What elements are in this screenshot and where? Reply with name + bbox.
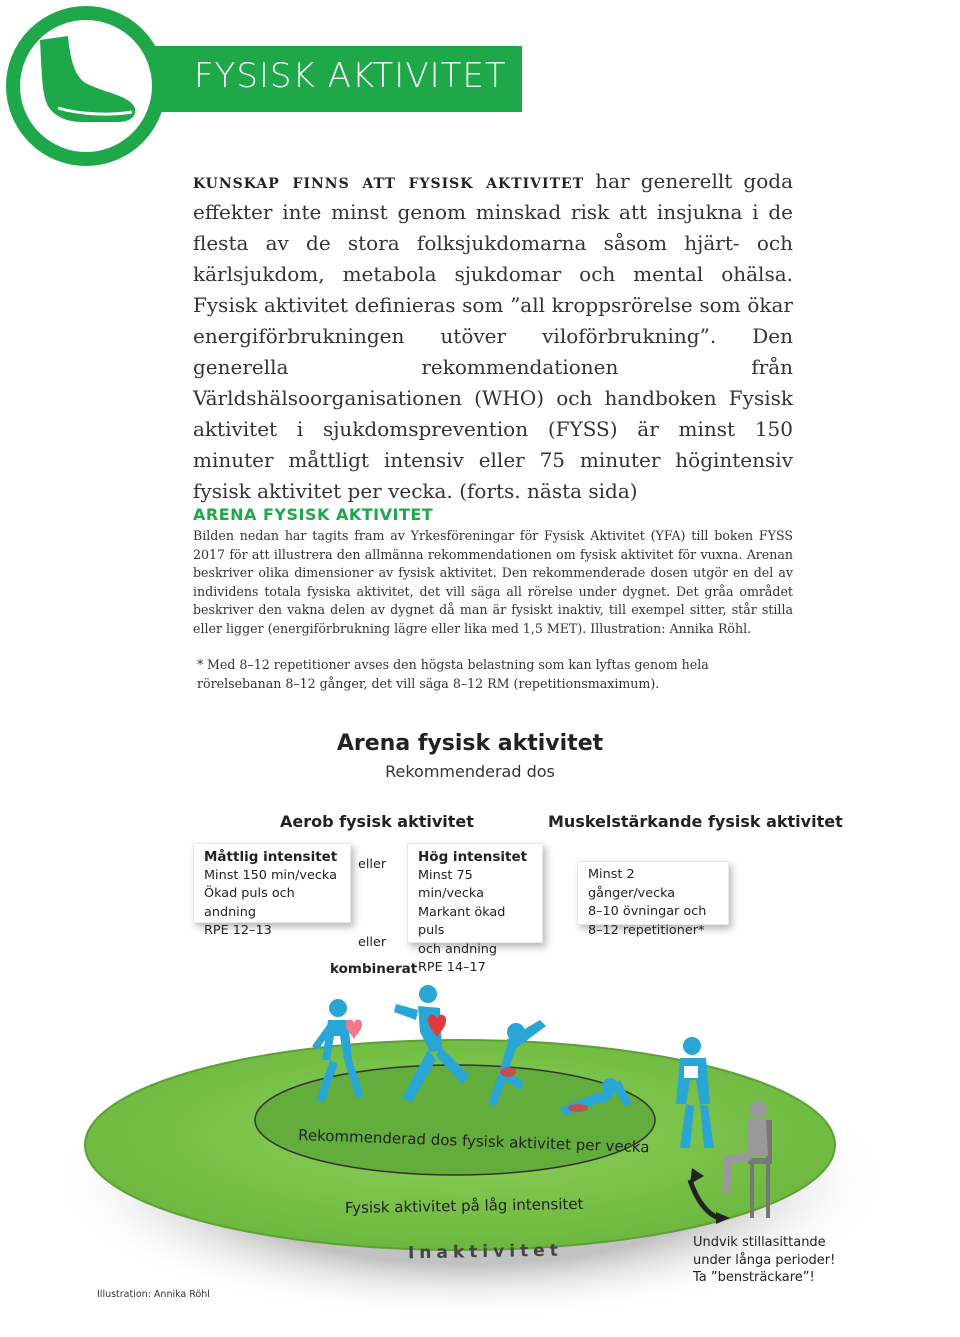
section-caption: Bilden nedan har tagits fram av Yrkesföreningar för Fysisk Aktivitet (YFA) till boken FYSS 2017 för att illustrera den allmänna rekommendationen om fysisk aktivitet för vuxna. Arenan beskriver olika dimensioner av fysisk aktivitet. Den rekommenderade dosen utgör en del av individens totala fysiska aktivitet, det vill säga all rörelse under dygnet. Det gråa området beskriver den vakna delen av dygnet då man är fysiskt inaktiv, till exempel sitter, står stilla eller ligger (energiförbrukning lägre eller lika med 1,5 MET). Illustration: Annika Röhl. [193, 528, 793, 636]
inactivity-label: Inaktivitet [407, 1240, 564, 1264]
muscle-highlight [568, 1104, 588, 1112]
warning-line: Ta ”bensträckare”! [693, 1270, 815, 1285]
intro-text: har generellt goda effekter inte minst genom minskad risk att insjukna i de flesta av de stora folksjukdomarna såsom hjärt- och kärlsjukdom, metabola sjukdomar och mental ohälsa. Fysisk aktivitet definieras som ”all kroppsrörelse som ökar energiförbrukningen utöver viloförbrukning”. Den generella rekommendationen från Världshälsoorganisationen (WHO) och handboken Fysisk aktivitet i sjukdomsprevention (FYSS) är minst 150 minuter måttligt intensiv eller 75 minuter högintensiv fysisk aktivitet per vecka. (forts. nästa sida) [193, 169, 793, 503]
eller-label: eller [358, 935, 387, 950]
warning-line: Undvik stillasittande [693, 1235, 826, 1250]
paper-icon [684, 1066, 698, 1078]
footnote-text: Med 8–12 repetitioner avses den högsta belastning som kan lyftas genom hela rörelsebanan 8–12 gånger, det vill säga 8–12 RM (repetitionsmaximum). [197, 657, 709, 691]
foot-icon [18, 18, 148, 148]
aerob-heading: Aerob fysisk aktivitet [280, 812, 474, 831]
footnote [197, 656, 797, 693]
muskel-heading: Muskelstärkande fysisk aktivitet [548, 812, 843, 831]
muscle-line: 8–10 övningar och [588, 904, 707, 919]
muscle-line: Minst 2 gånger/vecka [588, 867, 676, 901]
section-heading: ARENA FYSISK AKTIVITET [193, 505, 434, 524]
muscle-line: 8–12 repetitioner* [588, 922, 705, 938]
muscle-strength-box [577, 861, 729, 938]
high-intensity-box [407, 843, 543, 975]
moderate-line: RPE 12–13 [204, 923, 272, 938]
intro-lead: kunskap finns att fysisk aktivitet [193, 169, 585, 193]
illustration-title: Arena fysisk aktivitet [336, 731, 604, 756]
muscle-highlight [500, 1067, 516, 1077]
high-line: RPE 14–17 [418, 960, 486, 975]
sedentary-warning [693, 1234, 835, 1287]
combined-label: kombinerat [330, 961, 418, 977]
moderate-intensity-box [193, 843, 351, 938]
warning-line: under långa perioder! [693, 1252, 836, 1268]
moderate-line: Ökad puls och andning [204, 886, 295, 920]
ring-recommended-label: Rekommenderad dos fysisk aktivitet per vecka [297, 1126, 650, 1157]
illustration-credit: Illustration: Annika Röhl [97, 1289, 210, 1300]
high-line: Markant ökad puls [418, 904, 506, 938]
page-title: FYSISK AKTIVITET [194, 56, 507, 96]
illustration-subtitle: Rekommenderad dos [385, 762, 555, 781]
high-line: Minst 75 min/vecka [418, 867, 484, 901]
eller-label: eller [358, 857, 387, 872]
high-line: och andning [418, 941, 498, 957]
intro-paragraph [193, 166, 793, 507]
moderate-title: Måttlig intensitet [204, 849, 338, 865]
recommended-dose-ring [255, 1065, 655, 1175]
moderate-line: Minst 150 min/vecka [204, 867, 337, 883]
ring-low-label: Fysisk aktivitet på låg intensitet [344, 1194, 584, 1217]
footnote-star: * [197, 657, 204, 672]
high-title: Hög intensitet [418, 849, 528, 865]
